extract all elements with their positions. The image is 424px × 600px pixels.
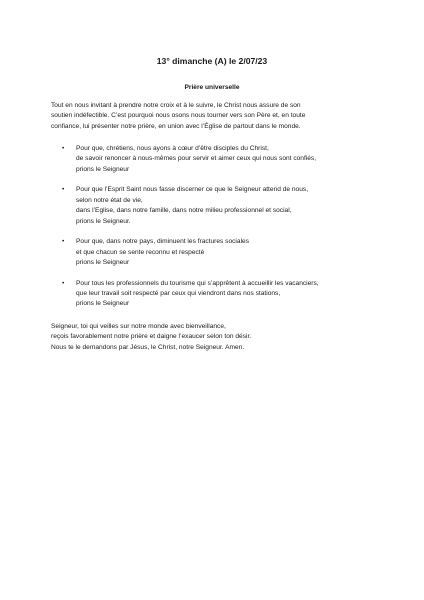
bullet-icon: • bbox=[62, 145, 65, 152]
conclusion-line: Seigneur, toi qui veilles sur notre monde avec bienveillance, bbox=[51, 323, 226, 330]
bullet-icon: • bbox=[62, 238, 65, 246]
prayer-line: Pour que, dans notre pays, diminuent les fractures sociales bbox=[76, 238, 249, 246]
prayer-list bbox=[51, 144, 391, 320]
intro-line: confiance, lui présenter notre prière, en union avec l’Église de partout dans le monde. bbox=[51, 122, 301, 130]
conclusion-line: Nous te le demandons par Jésus, le Christ, notre Seigneur. Amen. bbox=[51, 343, 245, 351]
bullet-icon: • bbox=[62, 186, 65, 194]
section-heading: Prière universelle bbox=[184, 84, 240, 91]
prayer-item bbox=[51, 185, 391, 227]
prayer-item bbox=[51, 237, 391, 268]
prayer-item bbox=[51, 279, 391, 310]
prayer-line: prions le Seigneur bbox=[76, 165, 130, 173]
prayer-line: prions le Seigneur. bbox=[76, 217, 131, 225]
intro-line: Tout en nous invitant à prendre notre croix et à le suivre, le Christ nous assure de son bbox=[51, 102, 301, 109]
prayer-line: prions le Seigneur bbox=[76, 300, 130, 308]
prayer-line: que leur travail soit respecté par ceux qui viendront dans nos stations, bbox=[76, 290, 281, 298]
prayer-line: prions le Seigneur bbox=[76, 259, 130, 267]
intro-line: soutien indéfectible. C’est pourquoi nous osons nous tourner vers son Père et, en toute bbox=[51, 112, 306, 120]
prayer-line: selon notre état de vie, bbox=[76, 196, 143, 204]
prayer-line: Pour que, chrétiens, nous ayons à cœur d’être disciples du Christ, bbox=[76, 145, 269, 152]
bullet-icon: • bbox=[62, 279, 65, 287]
page-title: 13° dimanche (A) le 2/07/23 bbox=[156, 56, 268, 66]
prayer-line: de savoir renoncer à nous-mêmes pour servir et aimer ceux qui nous sont confiés, bbox=[76, 155, 317, 163]
prayer-item bbox=[51, 144, 391, 175]
prayer-line: et que chacun se sente reconnu et respecté bbox=[76, 248, 205, 256]
conclusion-paragraph bbox=[51, 322, 391, 353]
conclusion-line: reçois favorablement notre prière et daigne l’exaucer selon ton désir. bbox=[51, 333, 252, 341]
prayer-line: Pour tous les professionnels du tourisme qui s’apprêtent à accueillir les vacanciers, bbox=[76, 279, 319, 287]
intro-paragraph bbox=[51, 101, 391, 132]
prayer-line: dans l’Eglise, dans notre famille, dans notre milieu professionnel et social, bbox=[76, 207, 292, 215]
prayer-line: Pour que l’Esprit Saint nous fasse discerner ce que le Seigneur attend de nous, bbox=[76, 186, 309, 194]
